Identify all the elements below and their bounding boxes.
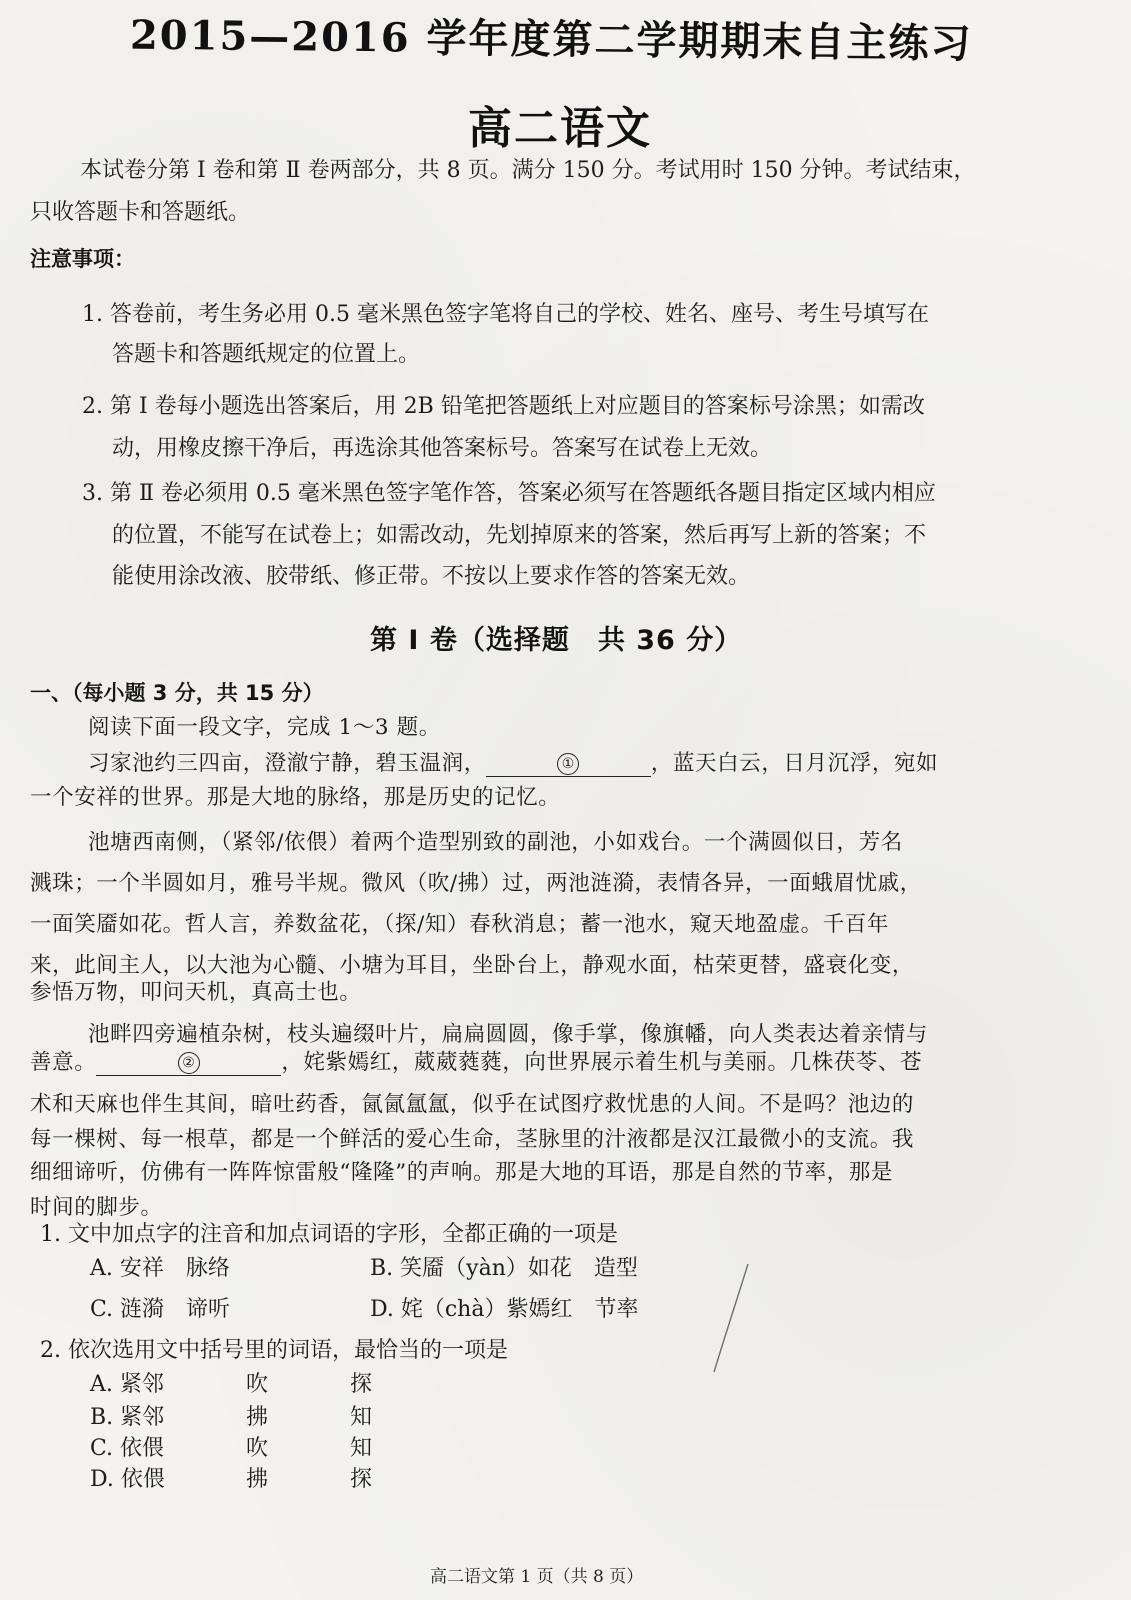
blank-number-2: ② [178, 1052, 200, 1074]
passage-p2-line-3: 一面笑靥如花。哲人言，养数盆花，（探/知）春秋消息；蓄一池水，窥天地盈虚。千百年 [30, 912, 889, 937]
question-1-option-b: B. 笑靥（yàn）如花 造型 [370, 1256, 638, 1281]
passage-text: 善意。 [30, 1050, 97, 1075]
note-3-line-3: 能使用涂改液、胶带纸、修正带。不按以上要求作答的答案无效。 [112, 564, 751, 589]
note-3-line-1: 3. 第 Ⅱ 卷必须用 0.5 毫米黑色签字笔作答，答案必须写在答题纸各题目指定区域内相应 [82, 481, 936, 506]
question-2-option-d-word-2: 拂 [246, 1467, 269, 1492]
question-2-option-d-word-1: D. 依偎 [90, 1467, 165, 1492]
question-1-option-c: C. 涟漪 谛听 [90, 1297, 231, 1322]
exam-title: 2015—2016 学年度第二学期期末自主练习 [129, 11, 973, 68]
passage-p3-line-4: 每一棵树、每一根草，都是一个鲜活的爱心生命，茎脉里的汁液都是汉江最微小的支流。我 [30, 1127, 915, 1152]
fill-blank-2 [96, 1051, 281, 1076]
exam-subject: 高二语文 [468, 103, 652, 154]
question-2-option-b-word-3: 知 [350, 1405, 373, 1430]
passage-p3-line-2 [30, 1045, 922, 1076]
blank-number-1: ① [557, 753, 579, 775]
question-2-option-b-word-2: 拂 [246, 1405, 269, 1430]
question-2-option-a-word-2: 吹 [246, 1372, 269, 1397]
note-2-line-1: 2. 第 Ⅰ 卷每小题选出答案后，用 2B 铅笔把答题纸上对应题目的答案标号涂黑；如需改 [82, 394, 925, 419]
question-2-option-d-word-3: 探 [350, 1467, 373, 1492]
part-heading: 一、（每小题 3 分，共 15 分） [30, 681, 324, 705]
fill-blank-1 [486, 752, 651, 777]
page-footer: 高二语文第 1 页（共 8 页） [430, 1567, 644, 1587]
intro-line-1: 本试卷分第 Ⅰ 卷和第 Ⅱ 卷两部分，共 8 页。满分 150 分。考试用时 150 分钟。考试结束， [80, 158, 976, 183]
note-2-line-2: 动，用橡皮擦干净后，再选涂其他答案标号。答案写在试卷上无效。 [112, 436, 773, 461]
question-1-option-d: D. 姹（chà）紫嫣红 节率 [370, 1297, 639, 1322]
passage-p1-line-2: 一个安祥的世界。那是大地的脉络，那是历史的记忆。 [30, 785, 561, 810]
pencil-mark [700, 1260, 760, 1380]
intro-line-2: 只收答题卡和答题纸。 [30, 200, 251, 225]
passage-p2-line-4: 来，此间主人，以大池为心髓、小塘为耳目，坐卧台上，静观水面，枯荣更替，盛衰化变， [30, 953, 915, 978]
reading-instruction: 阅读下面一段文字，完成 1～3 题。 [88, 715, 441, 740]
note-1-line-1: 1. 答卷前，考生务必用 0.5 毫米黑色签字笔将自己的学校、姓名、座号、考生号填写在 [82, 302, 929, 327]
note-3-line-2: 的位置，不能写在试卷上；如需改动，先划掉原来的答案，然后再写上新的答案；不 [112, 523, 927, 548]
section-title: 第 Ⅰ 卷（选择题 共 36 分） [370, 625, 743, 656]
passage-p2-line-5: 参悟万物，叩问天机，真高士也。 [30, 980, 362, 1005]
question-2-option-c-word-1: C. 依偎 [90, 1436, 165, 1461]
passage-p2-line-2: 溅珠；一个半圆如月，雅号半规。微风（吹/拂）过，两池涟漪，表情各异，一面蛾眉忧戚， [30, 871, 922, 896]
passage-p3-line-1: 池畔四旁遍植杂树，枝头遍缀叶片，扁扁圆圆，像手掌，像旗幡，向人类表达着亲情与 [88, 1022, 928, 1047]
passage-text: ，蓝天白云，日月沉浮，宛如 [650, 751, 939, 776]
question-1-option-a: A. 安祥 脉络 [90, 1256, 230, 1281]
passage-p3-line-6: 时间的脚步。 [30, 1195, 163, 1220]
passage-text: ，姹紫嫣红，葳葳蕤蕤，向世界展示着生机与美丽。几株茯苓、苍 [281, 1050, 923, 1075]
passage-p1-line-1 [88, 746, 938, 777]
question-2-stem: 2. 依次选用文中括号里的词语，最恰当的一项是 [40, 1338, 508, 1363]
note-1-line-2: 答题卡和答题纸规定的位置上。 [112, 342, 421, 367]
passage-p3-line-3: 术和天麻也伴生其间，暗吐药香，氤氤氲氲，似乎在试图疗救忧患的人间。不是吗？池边的 [30, 1092, 915, 1117]
passage-text: 习家池约三四亩，澄澈宁静，碧玉温润， [88, 751, 486, 776]
passage-p2-line-1: 池塘西南侧，（紧邻/依偎）着两个造型别致的副池，小如戏台。一个满圆似日，芳名 [88, 830, 903, 855]
question-2-option-b-word-1: B. 紧邻 [90, 1405, 165, 1430]
question-1-stem: 1. 文中加点字的注音和加点词语的字形，全都正确的一项是 [40, 1222, 618, 1247]
question-2-option-a-word-1: A. 紧邻 [90, 1372, 164, 1397]
question-2-option-c-word-2: 吹 [246, 1436, 269, 1461]
question-2-option-c-word-3: 知 [350, 1436, 373, 1461]
notes-heading: 注意事项： [30, 247, 135, 271]
passage-p3-line-5: 细细谛听，仿佛有一阵阵惊雷般“隆隆”的声响。那是大地的耳语，那是自然的节率，那是 [30, 1160, 893, 1185]
question-2-option-a-word-3: 探 [350, 1372, 373, 1397]
